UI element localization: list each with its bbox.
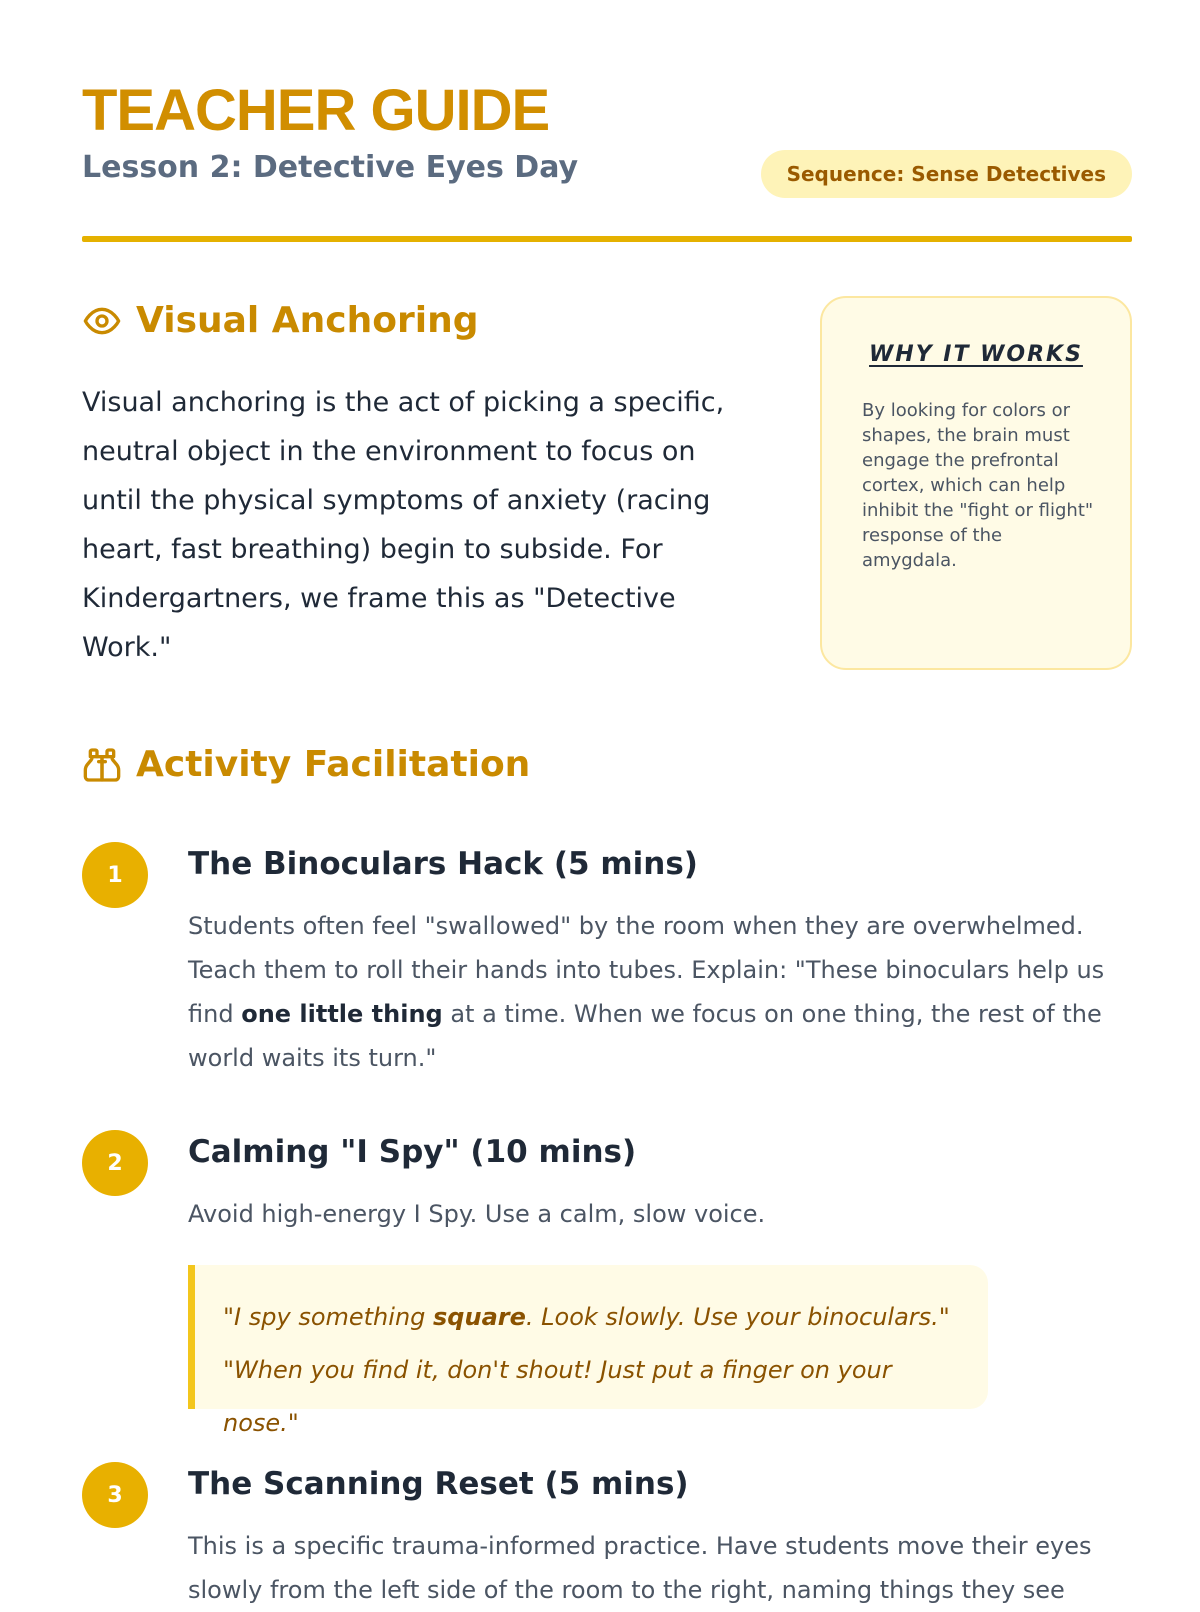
teacher-guide-page [82,0,1132,1604]
emphasis-text: square [433,1303,526,1331]
section-heading-text: Activity Facilitation [136,744,531,785]
why-it-works-title: WHY IT WORKS [869,342,1083,367]
step-number-badge: 1 [82,842,148,908]
visual-anchoring-heading [82,300,478,341]
step-number-badge: 2 [82,1130,148,1196]
visual-anchoring-body: Visual anchoring is the act of picking a specific, neutral object in the environment to focus on until the physical symptoms of anxiety (racing heart, fast breathing) begin to subside. For Kindergartners, we frame this as "Detective Work." [82,387,725,663]
emphasis-text: one little thing [241,1000,443,1028]
activity-facilitation-heading [82,744,530,785]
step-description: Avoid high-energy I Spy. Use a calm, slow voice. [188,1200,766,1228]
script-quote-box [188,1265,988,1437]
header-divider [82,236,1132,242]
eye-icon [82,301,122,341]
lesson-subtitle: Lesson 2: Detective Eyes Day [82,150,579,185]
step-description: Students often feel "swallowed" by the room when they are overwhelmed. Teach them to roll their hands into tubes. Explain: "These binoculars help us find one little thing at a time. When we focus on one thing, the rest of the world waits its turn." [188,912,1105,1072]
page-title: TEACHER GUIDE [82,78,550,143]
quote-line: "When you find it, don't shout! Just put a finger on your nose." [223,1356,892,1437]
sequence-badge: Sequence: Sense Detectives [761,150,1132,198]
step-title: The Binoculars Hack (5 mins) [188,846,698,882]
why-it-works-card [820,296,1132,670]
quote-line: "I spy something square. Look slowly. Use your binoculars." [223,1303,950,1331]
binoculars-icon [82,745,122,785]
step-number-badge: 3 [82,1462,148,1528]
step-title: Calming "I Spy" (10 mins) [188,1134,637,1170]
section-heading-text: Visual Anchoring [136,300,479,341]
why-it-works-body: By looking for colors or shapes, the brain must engage the prefrontal cortex, which can help inhibit the "fight or flight" response of the amygdala. [862,400,1094,571]
step-title: The Scanning Reset (5 mins) [188,1466,689,1502]
step-description: This is a specific trauma-informed practice. Have students move their eyes slowly from the left side of the room to the right, naming things they see [188,1532,1092,1604]
